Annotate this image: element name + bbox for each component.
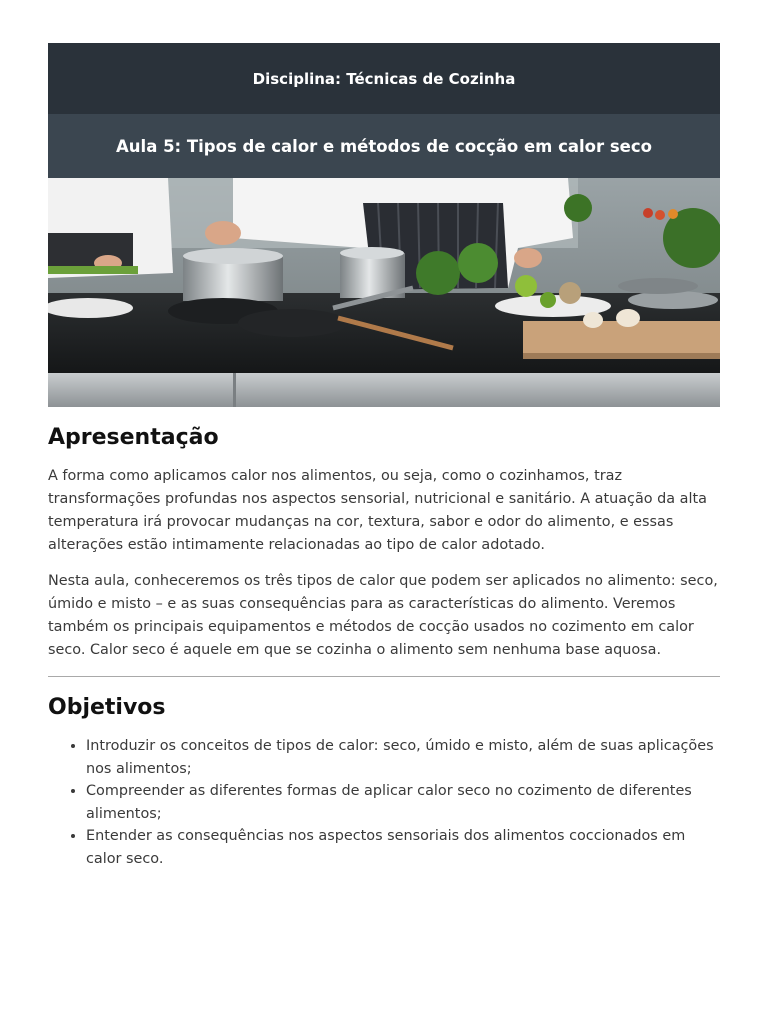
discipline-banner [48,43,720,114]
lesson-banner [48,114,720,178]
kitchen-photo [48,178,720,407]
section-divider [48,676,720,677]
lesson-page [48,43,720,870]
discipline-title: Disciplina: Técnicas de Cozinha [252,69,516,88]
objective-item: • Introduzir os conceitos de tipos de calor: seco, úmido e misto, além de suas aplicações nos alimentos; [86,735,720,780]
section-heading-apresentacao: Apresentação [48,425,219,450]
objective-item: • Entender as consequências nos aspectos sensoriais dos alimentos coccionados em calor seco. [86,825,720,870]
lesson-title: Aula 5: Tipos de calor e métodos de cocção em calor seco [116,136,652,156]
intro-paragraph-2: Nesta aula, conheceremos os três tipos de calor que podem ser aplicados no alimento: seco, úmido e misto – e as suas consequências para as características do alimento. Veremos também os principais equipamentos e métodos de cocção usados no cozimento em calor seco. Calor seco é aquele em que se cozinha o alimento sem nenhuma base aquosa. [48,573,718,658]
section-heading-objetivos: Objetivos [48,695,166,720]
objectives-list [48,735,720,870]
objective-item: • Compreender as diferentes formas de aplicar calor seco no cozimento de diferentes alimentos; [86,780,720,825]
intro-paragraph-1: A forma como aplicamos calor nos alimentos, ou seja, como o cozinhamos, traz transformações profundas nos aspectos sensorial, nutricional e sanitário. A atuação da alta temperatura irá provocar mudanças na cor, textura, sabor e odor do alimento, e essas alterações estão intimamente relacionadas ao tipo de calor adotado. [48,468,707,553]
